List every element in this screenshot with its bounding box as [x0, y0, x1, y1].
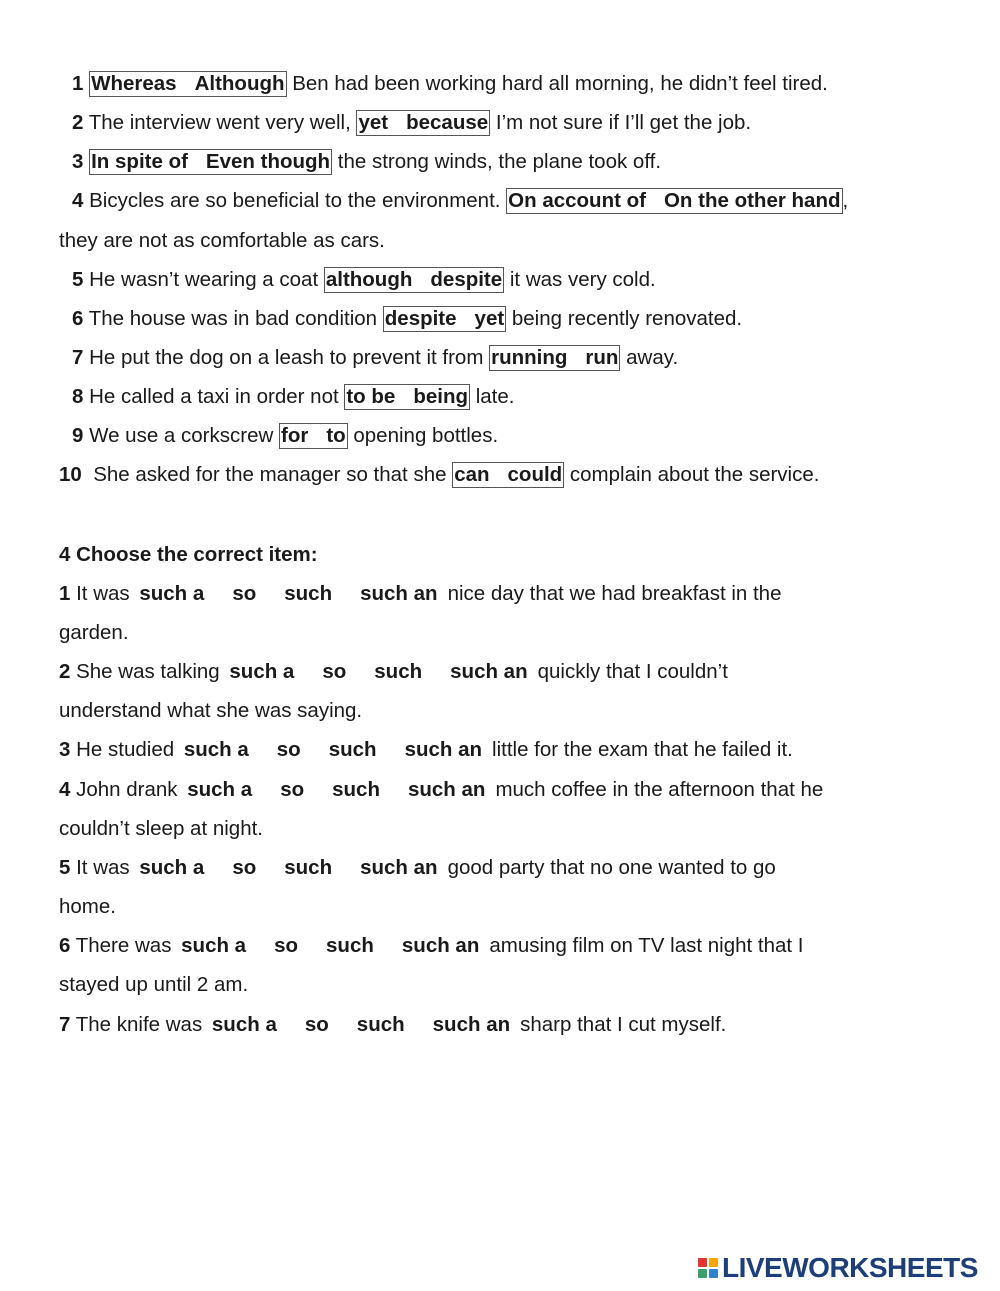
question-6: 6 The house was in bad condition despite yet being recently renovated. [72, 307, 743, 330]
option-such-a[interactable]: such a [211, 1013, 277, 1036]
option-because[interactable]: because [406, 111, 489, 134]
option-such-an[interactable]: such an [450, 660, 528, 683]
option-such[interactable]: such [326, 934, 374, 957]
option-although[interactable]: although [325, 268, 413, 291]
option-such-a[interactable]: such a [187, 778, 253, 801]
option-such-a[interactable]: such a [229, 660, 295, 683]
option-such-an[interactable]: such an [404, 738, 483, 761]
option-such[interactable]: such [332, 778, 380, 801]
s4-question-3: 3 He studied such a so such such an little for the exam that he failed it. [59, 736, 793, 764]
option-run[interactable]: run [585, 346, 619, 369]
s4-choices-q3 [184, 736, 482, 764]
s4-choices-q1 [139, 580, 437, 608]
option-such-a[interactable]: such a [181, 934, 247, 957]
option-to[interactable]: to [326, 424, 346, 447]
option-running[interactable]: running [491, 346, 568, 369]
option-in-spite-of[interactable]: In spite of [91, 150, 188, 173]
s4-question-5: 5 It was such a so such such an good party that no one wanted to go [59, 854, 776, 882]
option-can[interactable]: can [454, 463, 490, 486]
choice-box-q9[interactable] [279, 423, 348, 449]
option-such-an[interactable]: such an [401, 934, 480, 957]
option-such[interactable]: such [374, 660, 423, 683]
option-such-an[interactable]: such an [432, 1013, 511, 1036]
option-to-be[interactable]: to be [346, 385, 396, 408]
option-so[interactable]: so [232, 582, 257, 605]
option-so[interactable]: so [280, 778, 305, 801]
liveworksheets-logo-icon [698, 1258, 718, 1278]
option-so[interactable]: so [274, 934, 299, 957]
question-1: 1 Whereas Although Ben had been working hard all morning, he didn’t feel tired. [72, 72, 828, 95]
s4-question-6: 6 There was such a so such such an amusing film on TV last night that I [59, 932, 803, 960]
s4-question-4-continuation: couldn’t sleep at night. [59, 817, 263, 840]
option-so[interactable]: so [232, 856, 257, 879]
s4-question-2-continuation: understand what she was saying. [59, 699, 363, 722]
option-yet[interactable]: yet [474, 307, 505, 330]
s4-choices-q2 [229, 658, 527, 686]
option-so[interactable]: so [304, 1013, 329, 1036]
option-could[interactable]: could [507, 463, 563, 486]
choice-box-q8[interactable] [344, 384, 470, 410]
s4-question-1-continuation: garden. [59, 621, 129, 644]
s4-question-4: 4 John drank such a so such such an much coffee in the afternoon that he [59, 776, 823, 804]
option-such-an[interactable]: such an [360, 856, 438, 879]
s4-question-6-continuation: stayed up until 2 am. [59, 973, 249, 996]
option-such-a[interactable]: such a [139, 582, 205, 605]
choice-box-q4[interactable] [506, 188, 842, 214]
option-on-the-other-hand[interactable]: On the other hand [663, 189, 841, 212]
question-10: 10 She asked for the manager so that she can could complain about the service. [59, 463, 820, 486]
question-7: 7 He put the dog on a leash to prevent it from running run away. [72, 346, 679, 369]
option-such[interactable]: such [328, 738, 377, 761]
choice-box-q10[interactable] [452, 462, 564, 488]
choice-box-q5[interactable] [324, 267, 504, 293]
s4-question-1: 1 It was such a so such such an nice day that we had breakfast in the [59, 580, 781, 608]
option-such[interactable]: such [284, 582, 333, 605]
choice-box-q6[interactable] [383, 306, 506, 332]
s4-question-2: 2 She was talking such a so such such an quickly that I couldn’t [59, 658, 728, 686]
option-such[interactable]: such [284, 856, 333, 879]
s4-choices-q7 [212, 1011, 510, 1039]
s4-choices-q5 [139, 854, 437, 882]
logo-text: LIVEWORKSHEETS [722, 1252, 978, 1283]
option-being[interactable]: being [413, 385, 468, 408]
choice-box-q1[interactable] [89, 71, 286, 97]
option-whereas[interactable]: Whereas [91, 72, 177, 95]
question-3: 3 In spite of Even though the strong winds, the plane took off. [72, 150, 662, 173]
option-for[interactable]: for [281, 424, 309, 447]
option-despite[interactable]: despite [384, 307, 457, 330]
s4-choices-q6 [181, 932, 479, 960]
option-although[interactable]: Although [194, 72, 285, 95]
question-8: 8 He called a taxi in order not to be being late. [72, 385, 515, 408]
option-such-an[interactable]: such an [360, 582, 438, 605]
s4-question-5-continuation: home. [59, 895, 116, 918]
option-yet[interactable]: yet [358, 111, 389, 134]
choice-box-q2[interactable] [356, 110, 490, 136]
s4-choices-q4 [187, 776, 485, 804]
option-on-account-of[interactable]: On account of [508, 189, 646, 212]
s4-question-7: 7 The knife was such a so such such an sharp that I cut myself. [59, 1011, 726, 1039]
choice-box-q7[interactable] [489, 345, 620, 371]
option-so[interactable]: so [322, 660, 347, 683]
choice-box-q3[interactable] [89, 149, 332, 175]
liveworksheets-logo [698, 1253, 978, 1283]
question-5: 5 He wasn’t wearing a coat although despite it was very cold. [72, 268, 656, 291]
option-such-an[interactable]: such an [407, 778, 486, 801]
question-2: 2 The interview went very well, yet because I’m not sure if I’ll get the job. [72, 111, 752, 134]
question-9: 9 We use a corkscrew for to opening bottles. [72, 424, 499, 447]
option-so[interactable]: so [276, 738, 301, 761]
option-such-a[interactable]: such a [183, 738, 249, 761]
option-such-a[interactable]: such a [139, 856, 205, 879]
section-4-heading: 4 Choose the correct item: [59, 543, 318, 566]
option-such[interactable]: such [356, 1013, 405, 1036]
question-4: 4 Bicycles are so beneficial to the environment. On account of On the other hand, [72, 189, 849, 212]
question-4-continuation: they are not as comfortable as cars. [59, 229, 385, 252]
option-despite[interactable]: despite [430, 268, 503, 291]
option-even-though[interactable]: Even though [205, 150, 331, 173]
